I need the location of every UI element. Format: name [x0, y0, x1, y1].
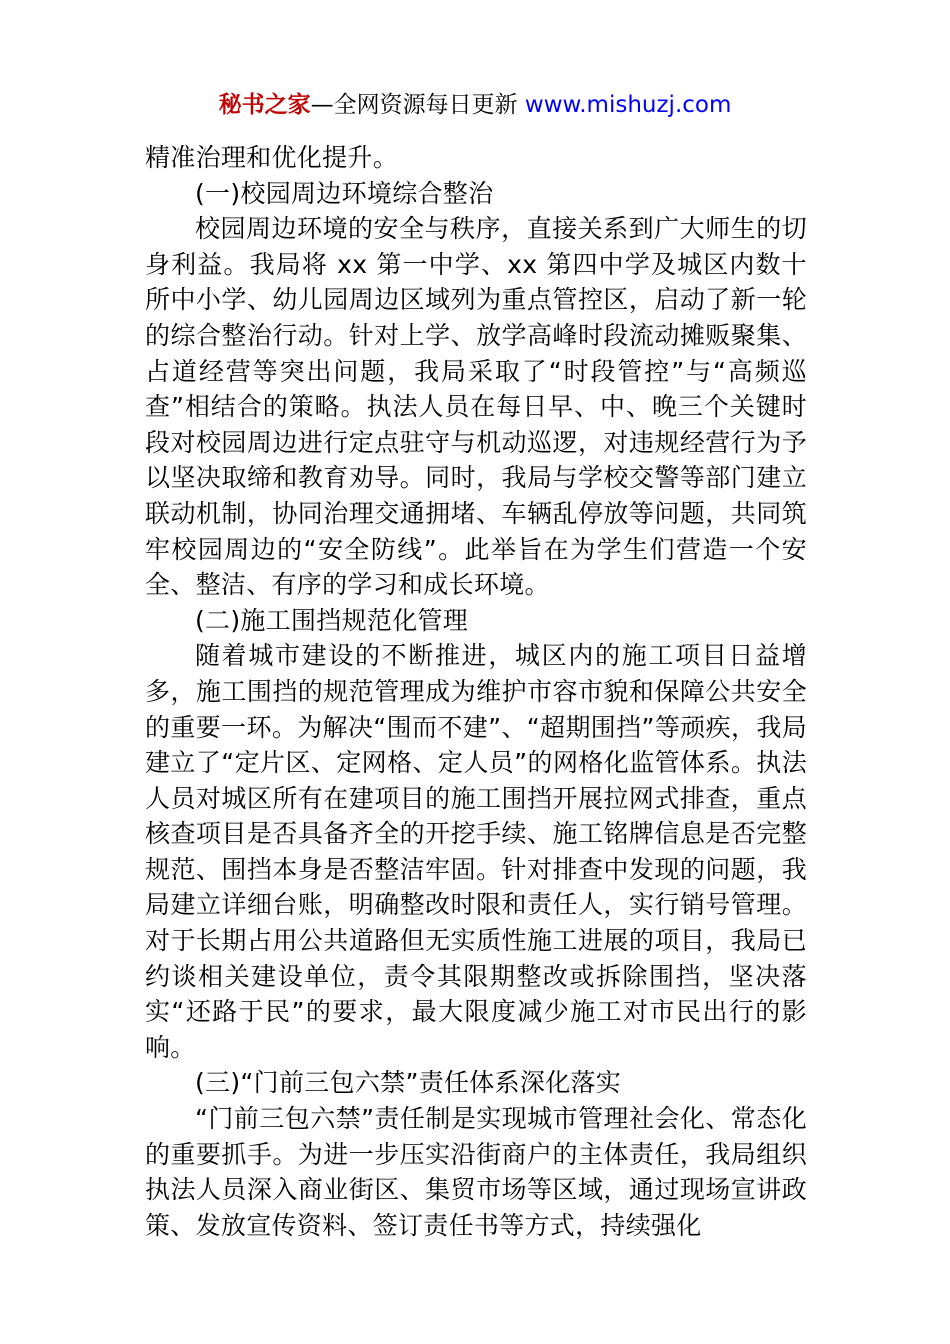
section-heading-2: (二)施工围挡规范化管理 [195, 605, 469, 635]
website-link[interactable]: www.mishuzj.com [524, 92, 732, 118]
document-body [145, 140, 807, 1243]
section-body-2: 随着城市建设的不断推进，城区内的施工项目日益增多，施工围挡的规范管理成为维护市容市貌和保障公共安全的重要一环。为解决“围而不建”、“超期围挡”等顽疾，我局建立了“定片区、定网格、定人员”的网格化监管体系。执法人员对城区所有在建项目的施工围挡开展拉网式排查，重点核查项目是否具备齐全的开挖手续、施工铭牌信息是否完整规范、围挡本身是否整洁牢固。针对排查中发现的问题，我局建立详细台账，明确整改时限和责任人，实行销号管理。对于长期占用公共道路但无实质性施工进展的项目，我局已约谈相关建设单位，责令其限期整改或拆除围挡，坚决落实“还路于民”的要求，最大限度减少施工对市民出行的影响。 [145, 641, 807, 1062]
section-heading-1: (一)校园周边环境综合整治 [195, 178, 494, 208]
page-header [0, 88, 950, 122]
section-heading-3: (三)“门前三包六禁”责任体系深化落实 [195, 1068, 622, 1098]
brand-name: 秘书之家 [218, 92, 311, 118]
paragraph-continuation: 精准治理和优化提升。 [145, 143, 399, 172]
section-body-1: 校园周边环境的安全与秩序，直接关系到广大师生的切身利益。我局将 xx 第一中学、xx 第四中学及城区内数十所中小学、幼儿园周边区域列为重点管控区，启动了新一轮的综合整治行动。针对上学、放学高峰时段流动摊贩聚集、占道经营等突出问题，我局采取了“时段管控”与“高频巡查”相结合的策略。执法人员在每日早、中、晚三个关键时段对校园周边进行定点驻守与机动巡逻，对违规经营行为予以坚决取缔和教育劝导。同时，我局与学校交警等部门建立联动机制，协同治理交通拥堵、车辆乱停放等问题，共同筑牢校园周边的“安全防线”。此举旨在为学生们营造一个安全、整洁、有序的学习和成长环境。 [145, 214, 807, 600]
header-tagline: —全网资源每日更新 [310, 92, 525, 118]
section-body-3: “门前三包六禁”责任制是实现城市管理社会化、常态化的重要抓手。为进一步压实沿街商户的主体责任，我局组织执法人员深入商业街区、集贸市场等区域，通过现场宣讲政策、发放宣传资料、签订责任书等方式，持续强化 [145, 1104, 807, 1240]
